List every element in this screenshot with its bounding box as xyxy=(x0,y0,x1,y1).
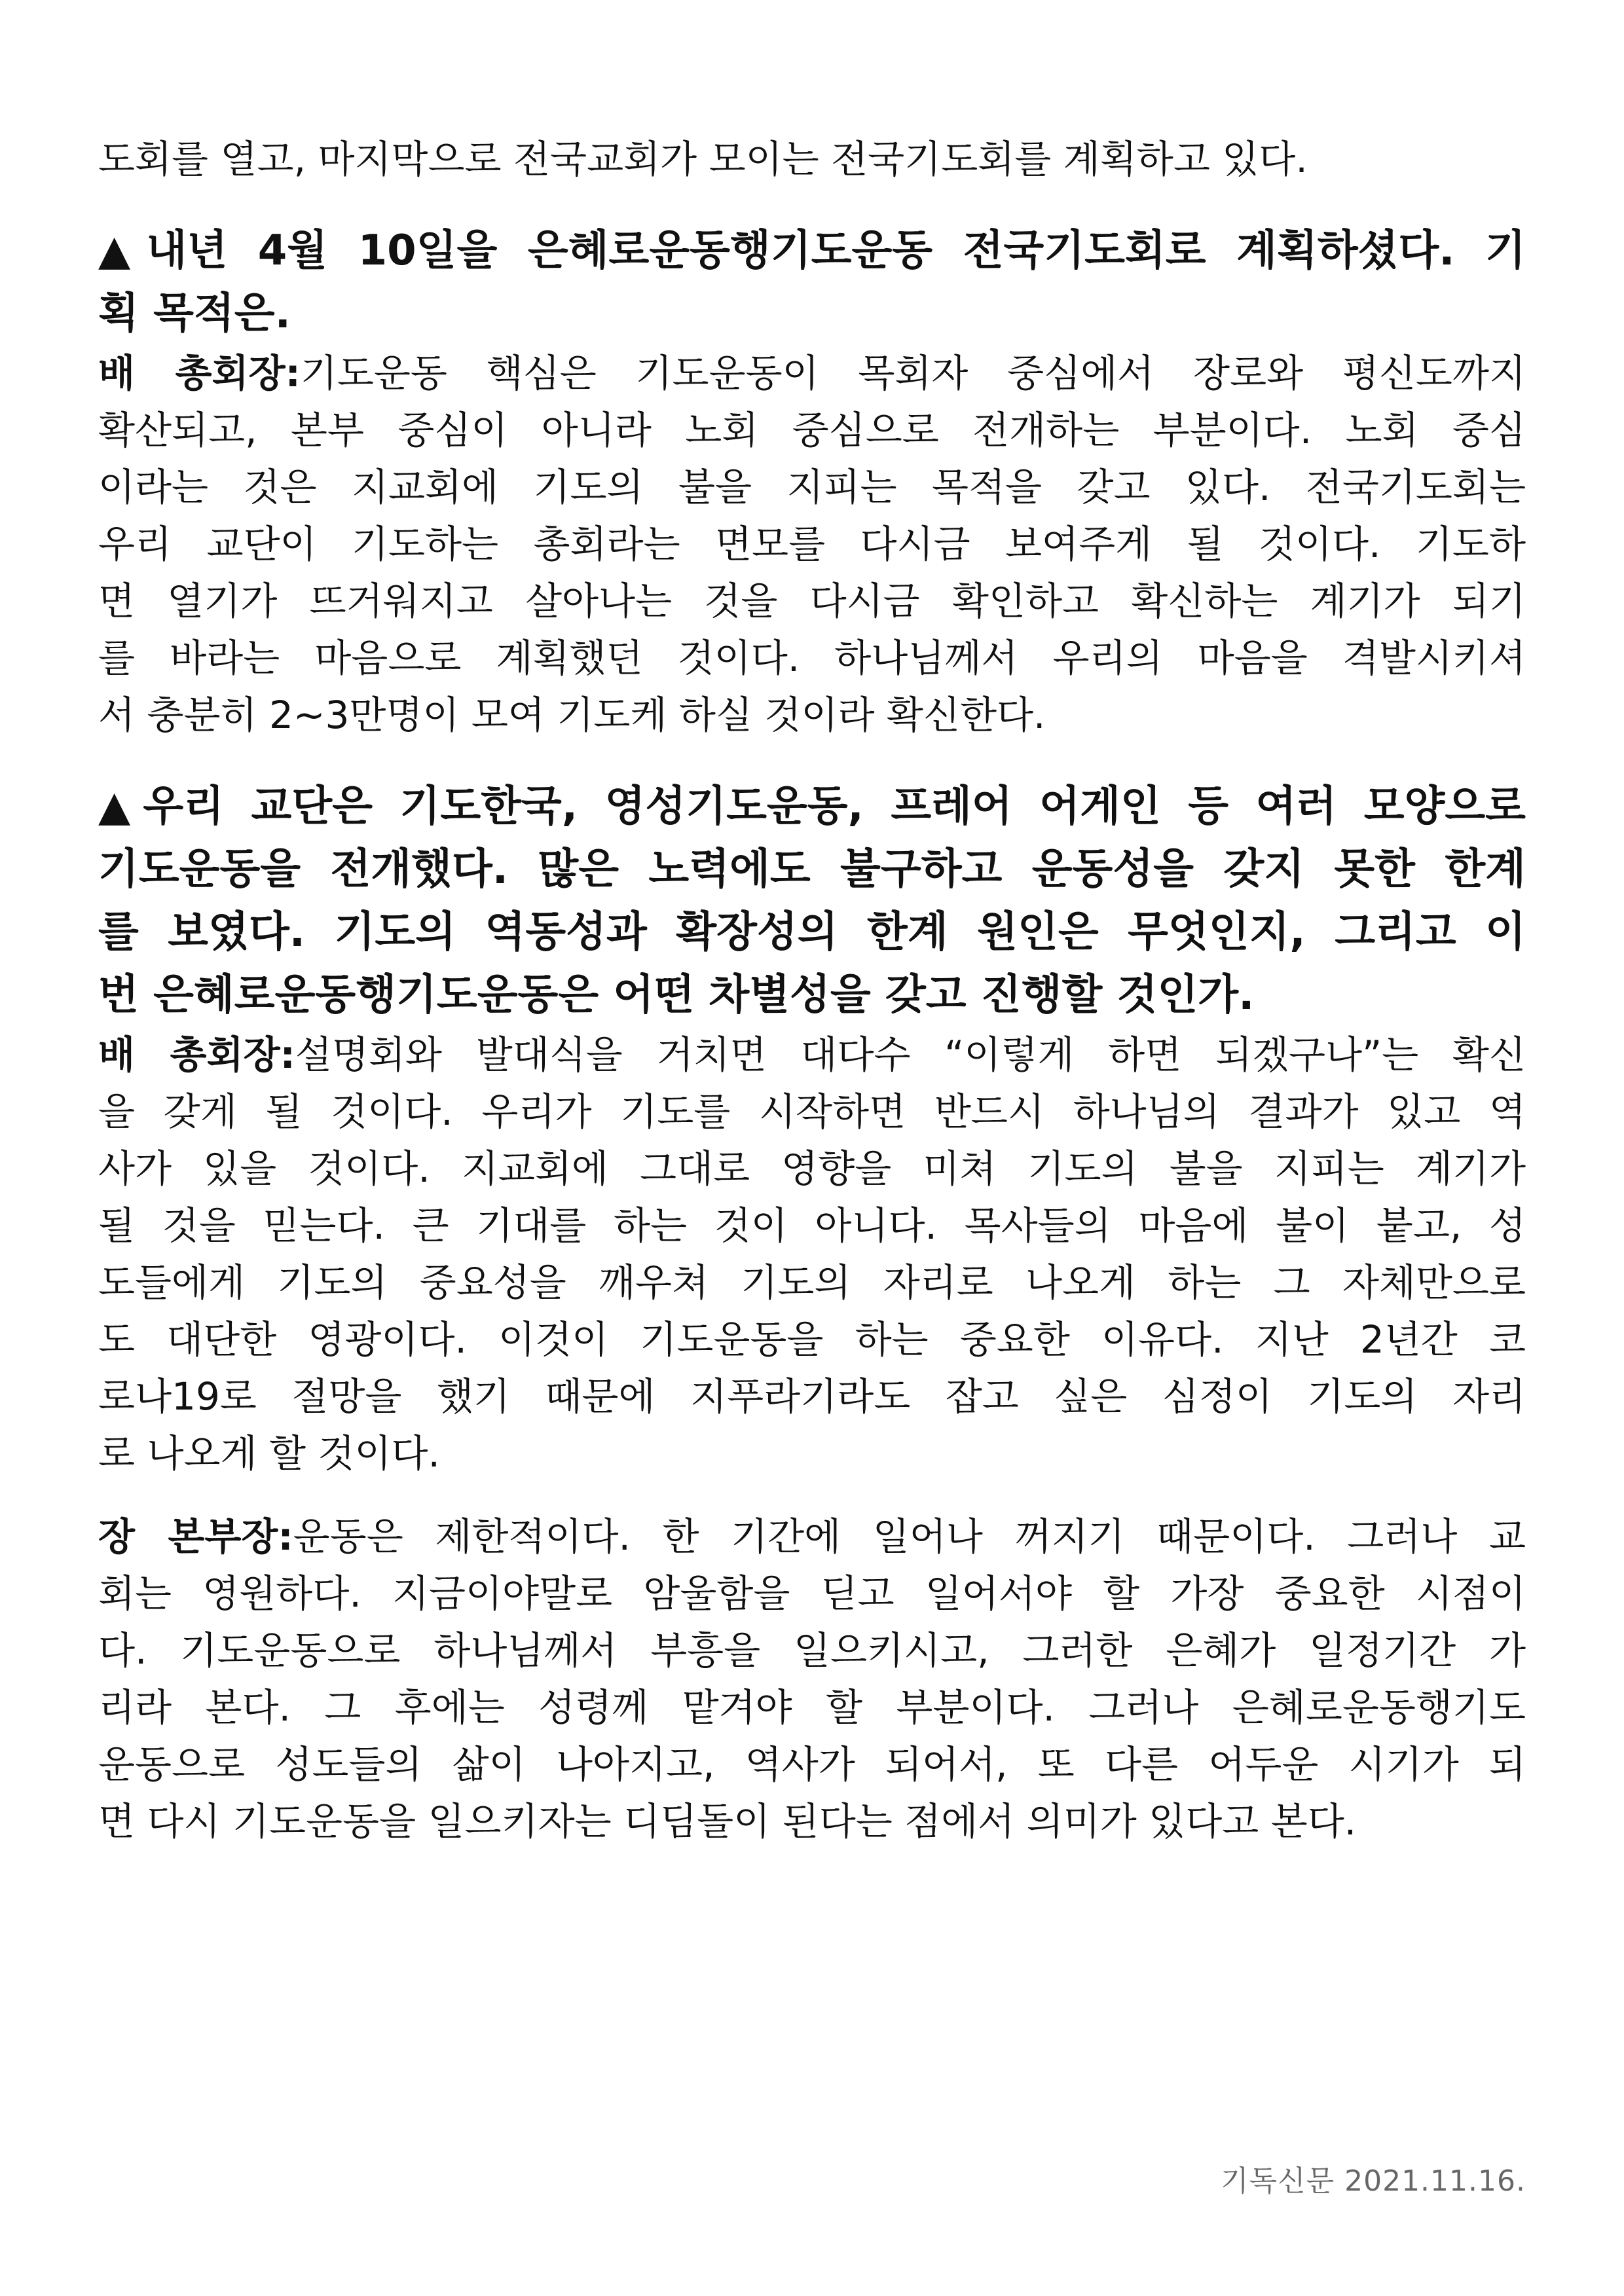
answer-1-line: 면 열기가 뜨거워지고 살아나는 것을 다시금 확인하고 확신하는 계기가 되기 xyxy=(98,579,1526,623)
question-1-line: ▲내년 4월 10일을 은혜로운동행기도운동 전국기도회로 계획하셨다. 기 xyxy=(98,227,1526,275)
question-2 xyxy=(98,775,1526,1027)
speaker-label: 배 총회장: xyxy=(98,351,301,395)
answer-3-line: 리라 본다. 그 후에는 성령께 맡겨야 할 부분이다. 그러나 은혜로운동행기도 xyxy=(98,1685,1526,1730)
answer-2-line: 로 나오게 할 것이다. xyxy=(98,1431,440,1476)
speaker-label: 배 총회장: xyxy=(98,1032,295,1077)
answer-2-line: 사가 있을 것이다. 지교회에 그대로 영향을 미쳐 기도의 불을 지피는 계기가 xyxy=(98,1146,1526,1191)
answer-3-line: 회는 영원하다. 지금이야말로 암울함을 딛고 일어서야 할 가장 중요한 시점이 xyxy=(98,1571,1526,1616)
answer-1-first-line xyxy=(98,345,1526,402)
speaker-label: 장 본부장: xyxy=(98,1514,293,1559)
answer-3 xyxy=(98,1508,1526,1850)
answer-1-line: 우리 교단이 기도하는 총회라는 면모를 다시금 보여주게 될 것이다. 기도하 xyxy=(98,522,1526,566)
answer-2-line: 될 것을 믿는다. 큰 기대를 하는 것이 아니다. 목사들의 마음에 불이 붙고, 성 xyxy=(98,1203,1526,1248)
question-1 xyxy=(98,219,1526,345)
answer-2-line: 로나19로 절망을 했기 때문에 지푸라기라도 잡고 싶은 심정이 기도의 자리 xyxy=(98,1374,1526,1419)
answer-3-text: 운동은 제한적이다. 한 기간에 일어나 꺼지기 때문이다. 그러나 교 xyxy=(293,1514,1526,1559)
question-2-line: 번 은혜로운동행기도운동은 어떤 차별성을 갖고 진행할 것인가. xyxy=(98,971,1255,1019)
question-2-line: 기도운동을 전개했다. 많은 노력에도 불구하고 운동성을 갖지 못한 한계 xyxy=(98,845,1526,894)
answer-2-line: 을 갖게 될 것이다. 우리가 기도를 시작하면 반드시 하나님의 결과가 있고 역 xyxy=(98,1089,1526,1134)
answer-2-text: 설명회와 발대식을 거치면 대다수 “이렇게 하면 되겠구나”는 확신 xyxy=(295,1032,1526,1077)
question-2-line: ▲우리 교단은 기도한국, 영성기도운동, 프레어 어게인 등 여러 모양으로 xyxy=(98,782,1526,831)
answer-3-line: 다. 기도운동으로 하나님께서 부흥을 일으키시고, 그러한 은혜가 일정기간 가 xyxy=(98,1628,1526,1673)
intro-paragraph xyxy=(98,131,1526,188)
answer-1-line: 확산되고, 본부 중심이 아니라 노회 중심으로 전개하는 부분이다. 노회 중심 xyxy=(98,408,1526,452)
answer-3-line: 면 다시 기도운동을 일으키자는 디딤돌이 된다는 점에서 의미가 있다고 본다. xyxy=(98,1799,1357,1844)
answer-1-text: 기도운동 핵심은 기도운동이 목회자 중심에서 장로와 평신도까지 xyxy=(300,351,1526,395)
answer-3-first-line xyxy=(98,1508,1526,1565)
answer-1-line: 이라는 것은 지교회에 기도의 불을 지피는 목적을 갖고 있다. 전국기도회는 xyxy=(98,465,1526,509)
answer-2-first-line xyxy=(98,1027,1526,1084)
answer-3-line: 운동으로 성도들의 삶이 나아지고, 역사가 되어서, 또 다른 어두운 시기가 되 xyxy=(98,1742,1526,1787)
intro-line: 도회를 열고, 마지막으로 전국교회가 모이는 전국기도회를 계획하고 있다. xyxy=(98,137,1308,181)
question-1-line: 획 목적은. xyxy=(98,289,291,338)
answer-1 xyxy=(98,345,1526,744)
answer-2 xyxy=(98,1027,1526,1482)
source-footer: 기독신문 2021.11.16. xyxy=(1221,2164,1526,2198)
answer-2-line: 도 대단한 영광이다. 이것이 기도운동을 하는 중요한 이유다. 지난 2년간 코 xyxy=(98,1317,1526,1362)
question-2-line: 를 보였다. 기도의 역동성과 확장성의 한계 원인은 무엇인지, 그리고 이 xyxy=(98,908,1526,957)
answer-1-line: 를 바라는 마음으로 계획했던 것이다. 하나님께서 우리의 마음을 격발시키셔 xyxy=(98,636,1526,680)
answer-1-line: 서 충분히 2~3만명이 모여 기도케 하실 것이라 확신한다. xyxy=(98,693,1046,737)
article-body xyxy=(98,131,1526,1850)
answer-2-line: 도들에게 기도의 중요성을 깨우쳐 기도의 자리로 나오게 하는 그 자체만으로 xyxy=(98,1260,1526,1305)
